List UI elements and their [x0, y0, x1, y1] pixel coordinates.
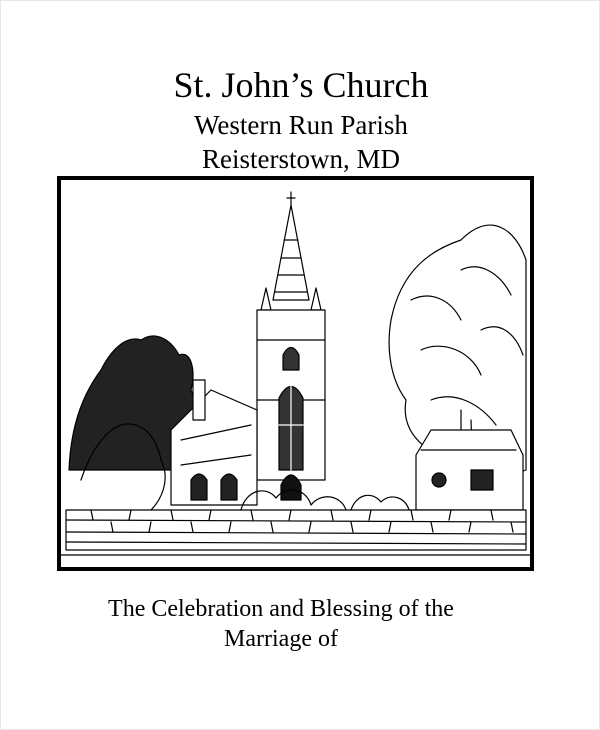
- ceremony-caption-line-1: The Celebration and Blessing of the: [108, 596, 454, 622]
- page-title: St. John’s Church: [173, 65, 429, 105]
- church-spire: [273, 192, 309, 300]
- stone-house: [416, 430, 523, 510]
- church-location: Reisterstown, MD: [202, 144, 400, 174]
- ceremony-caption-line-2: Marriage of: [224, 626, 338, 652]
- parish-name: Western Run Parish: [194, 110, 408, 140]
- church-illustration: [57, 176, 534, 571]
- church-sketch-drawing: [61, 180, 530, 567]
